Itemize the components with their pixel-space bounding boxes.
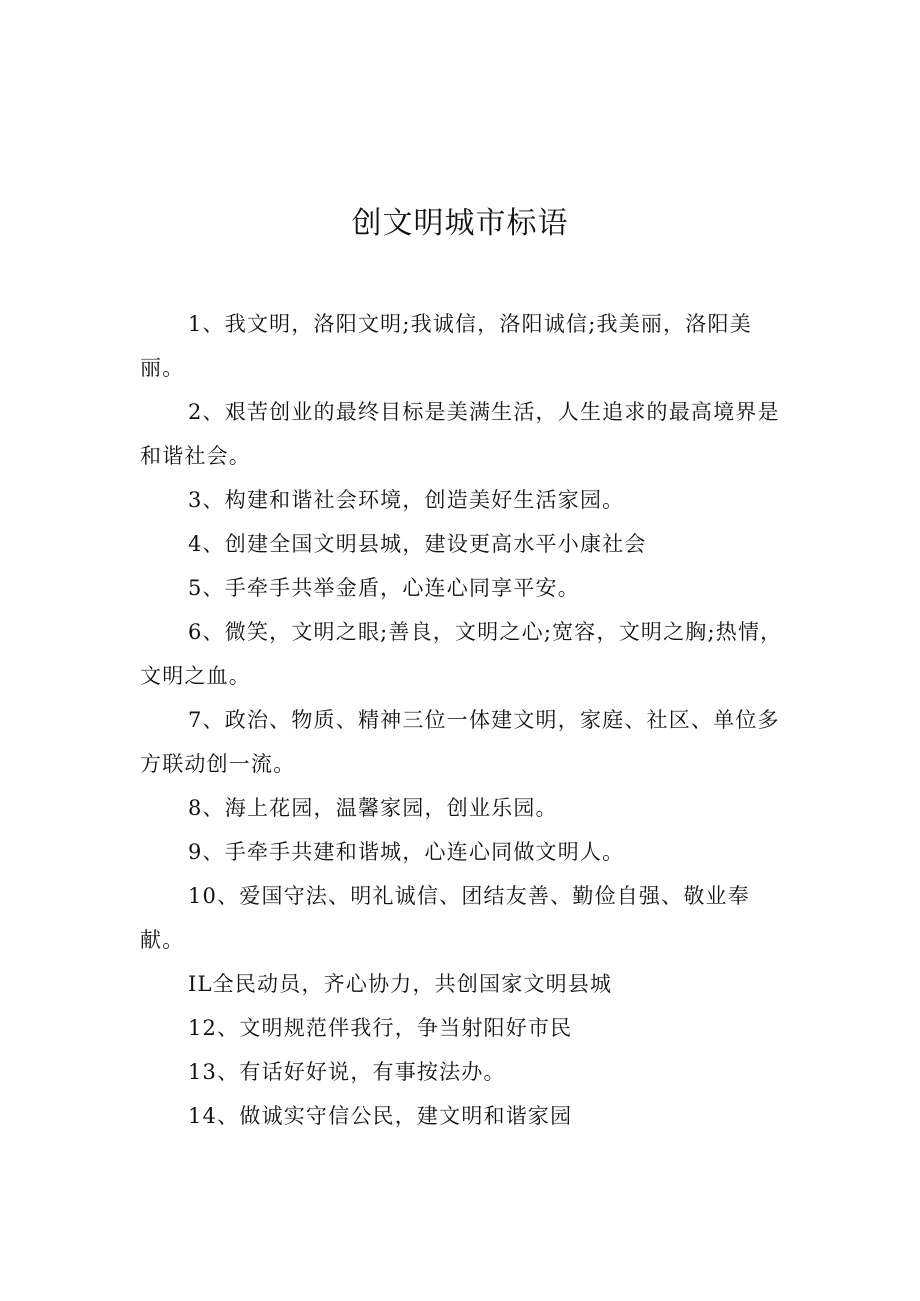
slogan-item: 1、我文明，洛阳文明;我诚信，洛阳诚信;我美丽，洛阳美丽。 <box>140 312 752 380</box>
slogan-item: 3、构建和谐社会环境，创造美好生活家园。 <box>188 488 625 512</box>
slogan-item: IL全民动员，齐心协力，共创国家文明县城 <box>188 972 613 996</box>
slogan-item: 9、手牵手共建和谐城，心连心同做文明人。 <box>188 840 625 864</box>
slogan-item: 14、做诚实守信公民，建文明和谐家园 <box>188 1104 573 1128</box>
slogan-item: 5、手牵手共举金盾，心连心同享平安。 <box>188 576 580 600</box>
slogan-item: 6、微笑，文明之眼;善良，文明之心;宽容，文明之胸;热情，文明之血。 <box>140 620 783 688</box>
document-title: 创文明城市标语 <box>351 206 569 241</box>
slogan-item: 4、创建全国文明县城，建设更高水平小康社会 <box>188 532 647 556</box>
slogan-item: 7、政治、物质、精神三位一体建文明，家庭、社区、单位多方联动创一流。 <box>140 708 780 776</box>
slogan-item: 13、有话好好说，有事按法办。 <box>188 1060 506 1084</box>
slogan-item: 2、艰苦创业的最终目标是美满生活，人生追求的最高境界是和谐社会。 <box>140 400 780 468</box>
slogan-item: 12、文明规范伴我行，争当射阳好市民 <box>188 1016 573 1040</box>
slogan-list <box>140 302 786 1138</box>
slogan-item: 8、海上花园，温馨家园，创业乐园。 <box>188 796 558 820</box>
slogan-item: 10、爱国守法、明礼诚信、团结友善、勤俭自强、敬业奉献。 <box>140 884 750 952</box>
